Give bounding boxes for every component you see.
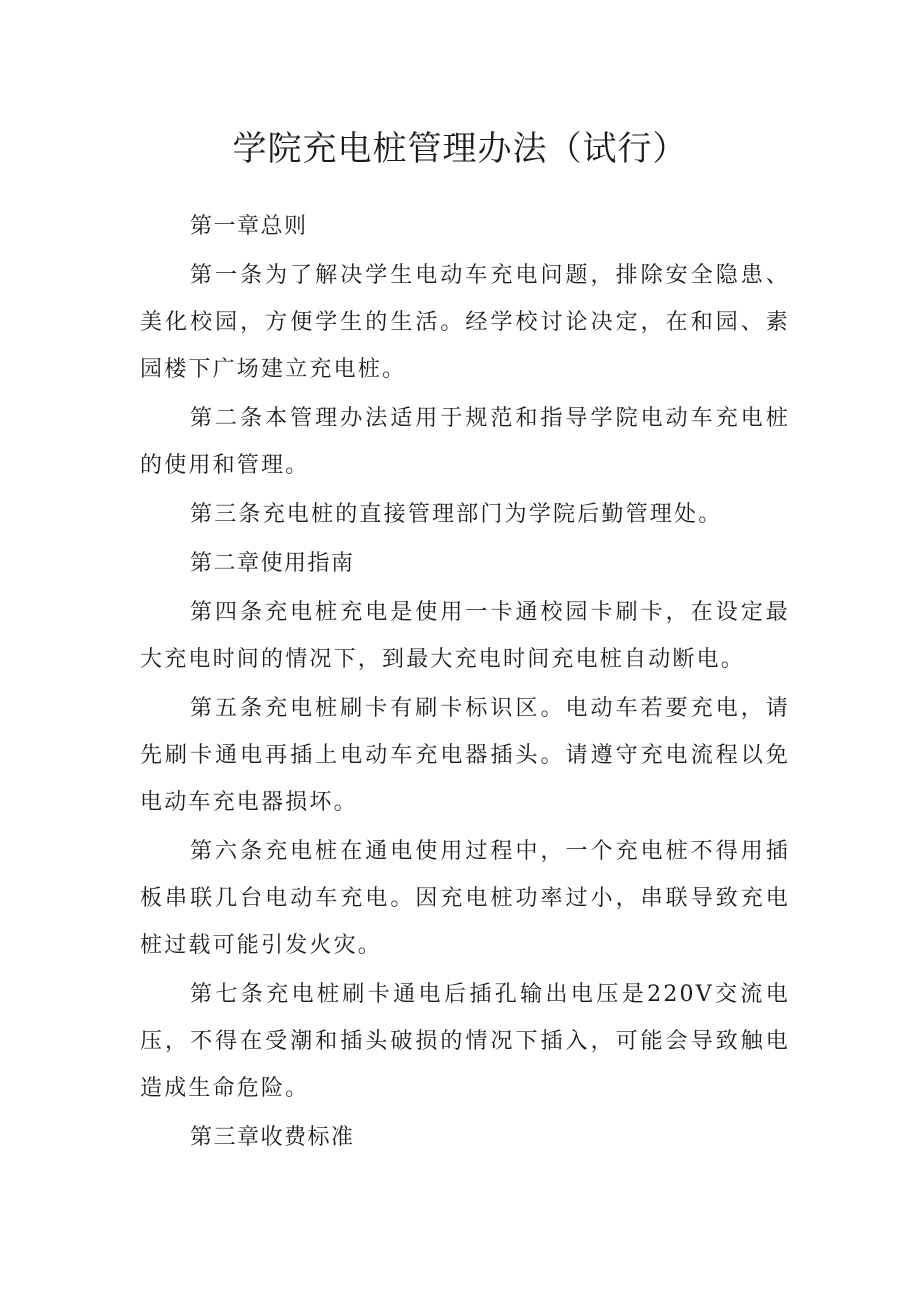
chapter-heading: 第二章使用指南 bbox=[190, 551, 355, 576]
article-paragraph: 第一条为了解决学生电动车充电问题，排除安全隐患、美化校园，方便学生的生活。经学校讨论决定，在和园、素园楼下广场建立充电桩。 bbox=[140, 263, 790, 382]
chapter-heading: 第一章总则 bbox=[190, 214, 308, 239]
article-paragraph: 第六条充电桩在通电使用过程中，一个充电桩不得用插板串联几台电动车充电。因充电桩功率过小，串联导致充电桩过载可能引发火灾。 bbox=[140, 839, 790, 958]
document-body bbox=[140, 203, 790, 1163]
article-paragraph: 第三条充电桩的直接管理部门为学院后勤管理处。 bbox=[190, 502, 723, 527]
document-title: 学院充电桩管理办法（试行） bbox=[232, 129, 688, 169]
article-paragraph: 第二条本管理办法适用于规范和指导学院电动车充电桩的使用和管理。 bbox=[140, 406, 790, 478]
article-paragraph: 第四条充电桩充电是使用一卡通校园卡刷卡，在设定最大充电时间的情况下，到最大充电时间充电桩自动断电。 bbox=[140, 600, 790, 672]
article-paragraph: 第五条充电桩刷卡有刷卡标识区。电动车若要充电，请先刷卡通电再插上电动车充电器插头。请遵守充电流程以免电动车充电器损坏。 bbox=[140, 696, 790, 815]
chapter-heading: 第三章收费标准 bbox=[190, 1125, 355, 1150]
article-paragraph: 第七条充电桩刷卡通电后插孔输出电压是220V交流电压，不得在受潮和插头破损的情况下插入，可能会导致触电造成生命危险。 bbox=[140, 982, 790, 1101]
